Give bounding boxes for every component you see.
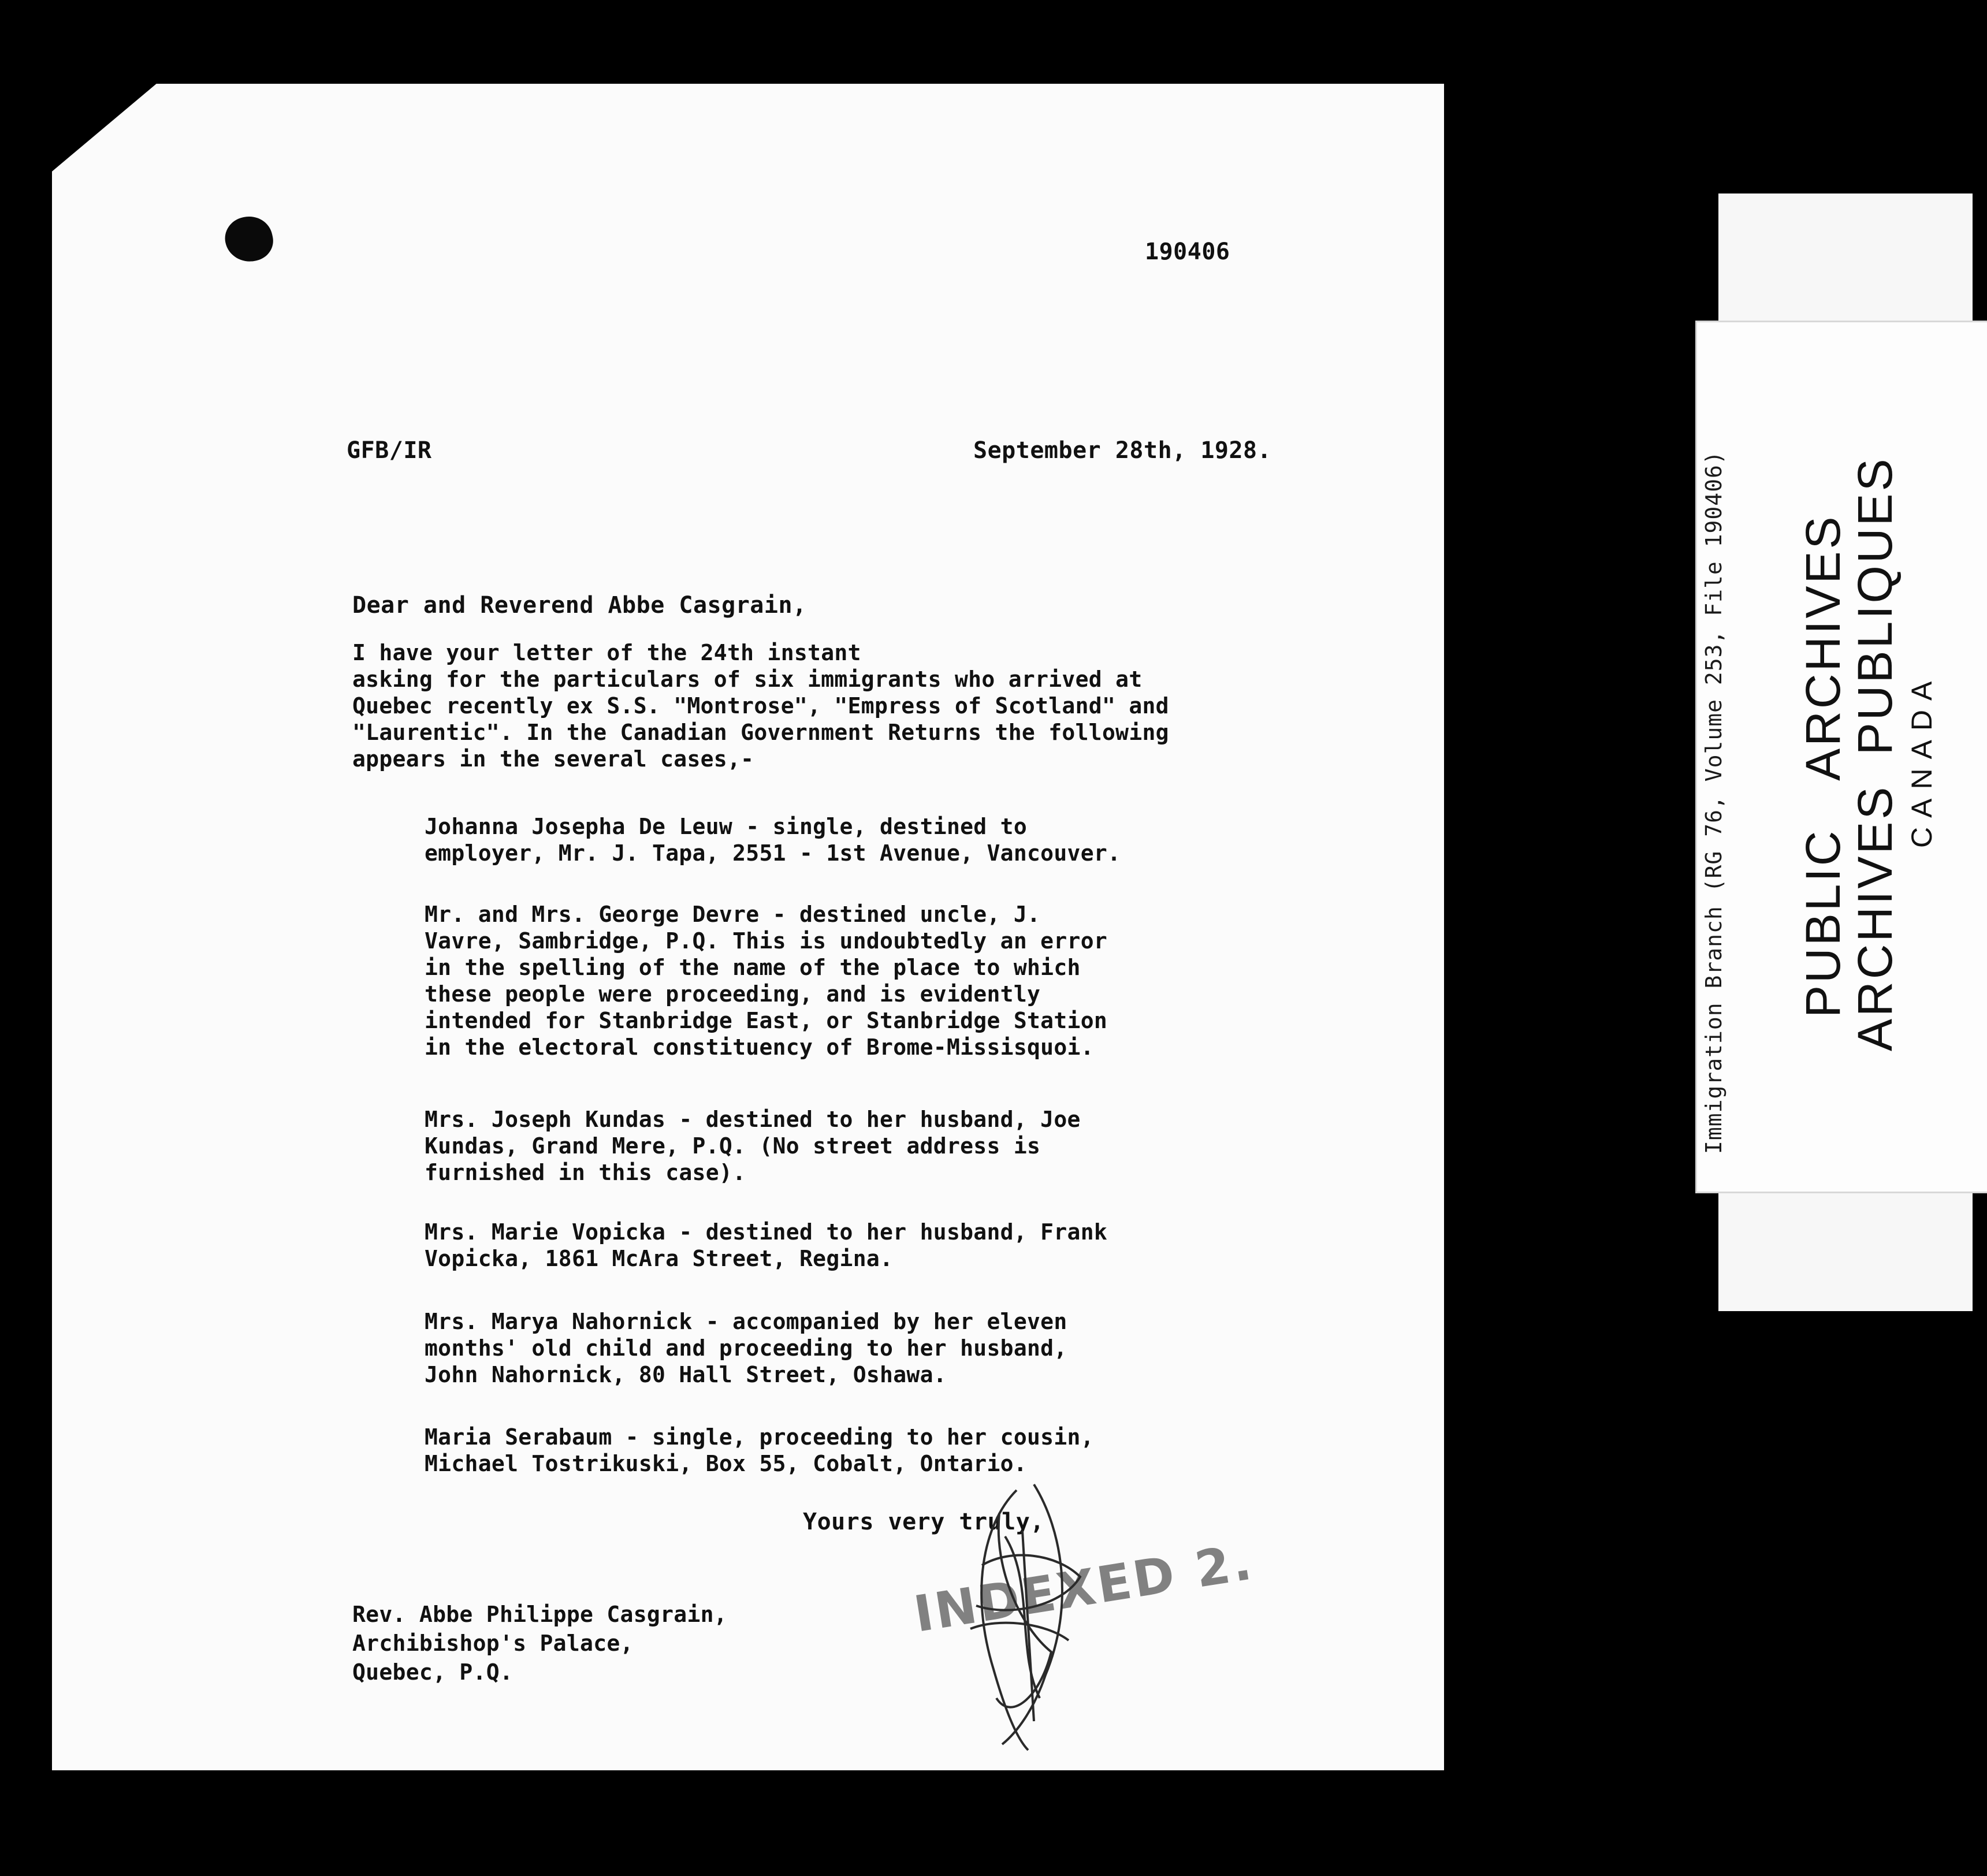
letter-body: I have your letter of the 24th instant asking for the particulars of six immigrants who arrived at Quebec recently ex S.S. "Montrose", "Empress of Scotland" and "Laurentic". In the Canadian Government Returns the following appears in the several cases,- [352, 640, 1169, 772]
label-canada: CANADA [1906, 672, 1938, 848]
label-public-archives: PUBLIC ARCHIVES [1796, 514, 1850, 1018]
label-reference-note: Immigration Branch (RG 76, Volume 253, File 190406) [1701, 451, 1726, 1154]
immigrant-case: Johanna Josepha De Leuw - single, destined to employer, Mr. J. Tapa, 2551 - 1st Avenue, Vancouver. [425, 814, 1121, 866]
indexed-stamp: INDEXED 2. [910, 1533, 1258, 1644]
immigrant-case: Mrs. Marya Nahornick - accompanied by her eleven months' old child and proceeding to her husband, John Nahornick, 80 Hall Street, Oshawa. [425, 1309, 1067, 1387]
file-number: 190406 [1145, 239, 1230, 265]
immigrant-case: Maria Serabaum - single, proceeding to her cousin, Michael Tostrikuski, Box 55, Cobalt, Ontario. [425, 1424, 1094, 1476]
signature-scribble [947, 1479, 1097, 1756]
salutation: Dear and Reverend Abbe Casgrain, [352, 592, 807, 619]
reference-initials: GFB/IR [347, 437, 432, 464]
immigrant-case: Mr. and Mrs. George Devre - destined uncle, J. Vavre, Sambridge, P.Q. This is undoubtedly an error in the spelling of the name of the place to which these people were proceeding, and is evidently intended for Stanbridge East, or Stanbridge Station in the electoral constituency of Brome-Missisquoi. [425, 902, 1108, 1060]
letter-date: September 28th, 1928. [973, 437, 1272, 464]
closing: Yours very truly, [803, 1509, 1044, 1535]
immigrant-case: Mrs. Joseph Kundas - destined to her husband, Joe Kundas, Grand Mere, P.Q. (No street address is furnished in this case). [425, 1107, 1081, 1185]
immigrant-case: Mrs. Marie Vopicka - destined to her husband, Frank Vopicka, 1861 McAra Street, Regina. [425, 1219, 1108, 1271]
recipient-address: Rev. Abbe Philippe Casgrain, Archibishop's Palace, Quebec, P.Q. [352, 1602, 727, 1685]
label-archives-publiques: ARCHIVES PUBLIQUES [1848, 456, 1902, 1051]
